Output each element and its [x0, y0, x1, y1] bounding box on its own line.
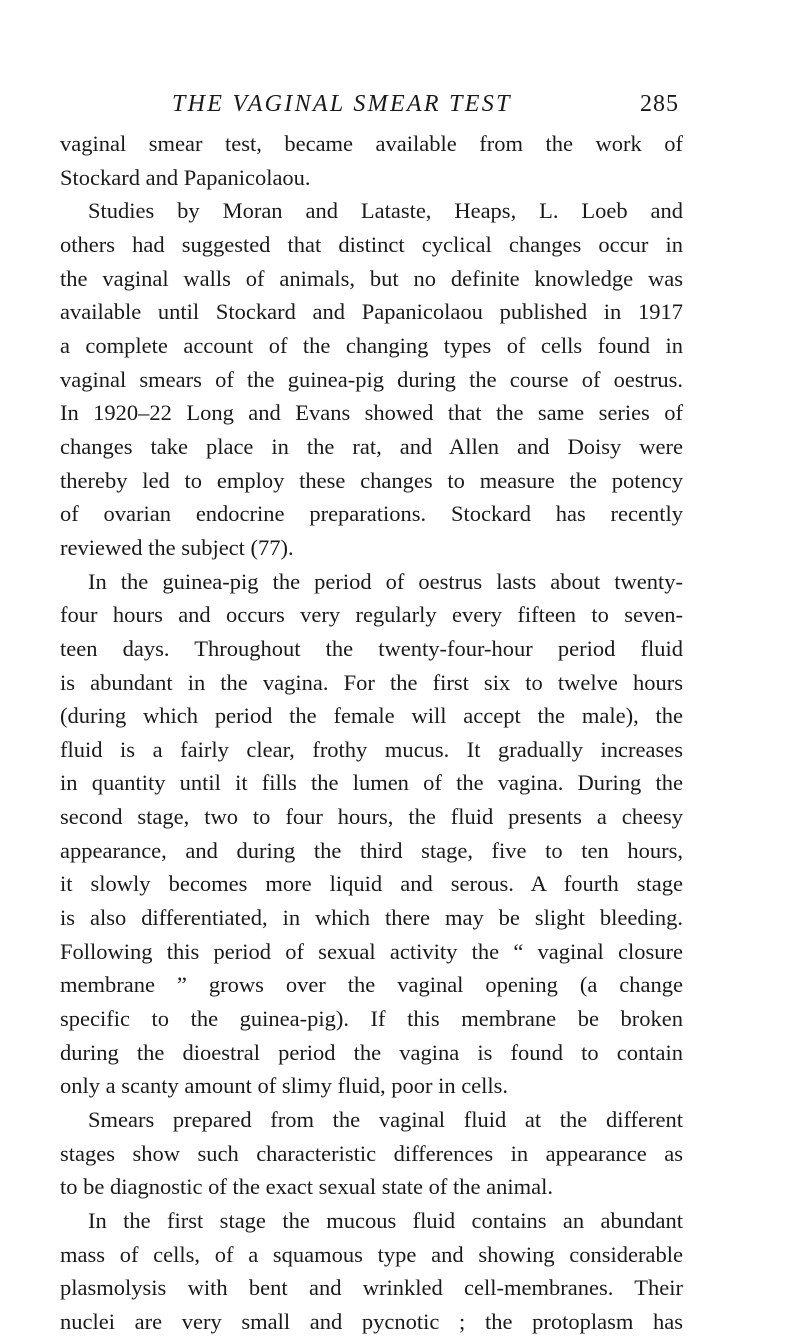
paragraph	[60, 194, 683, 564]
text-line: it slowly becomes more liquid and serous. A fourth stage	[60, 871, 683, 897]
text-line: a complete account of the changing types of cells found in	[60, 332, 683, 358]
text-line: specific to the guinea-pig). If this membrane be broken	[60, 1006, 683, 1032]
body-text	[60, 127, 683, 1339]
text-line: fluid is a fairly clear, frothy mucus. It gradually increases	[60, 736, 683, 762]
text-line: In 1920–22 Long and Evans showed that the same series of	[60, 400, 683, 426]
text-line: (during which period the female will accept the male), the	[60, 703, 683, 729]
text-line: only a scanty amount of slimy fluid, poor in cells.	[60, 1073, 509, 1099]
text-line: during the dioestral period the vagina is found to contain	[60, 1039, 683, 1065]
text-line: reviewed the subject (77).	[60, 534, 294, 560]
text-line: teen days. Throughout the twenty-four-hour period fluid	[60, 635, 683, 661]
paragraph	[60, 565, 683, 1104]
text-line: is also differentiated, in which there may be slight bleeding.	[60, 905, 683, 931]
text-line: to be diagnostic of the exact sexual state of the animal.	[60, 1174, 553, 1200]
text-line: four hours and occurs very regularly every fifteen to seven-	[60, 602, 683, 628]
text-line: Following this period of sexual activity the “ vaginal closure	[60, 938, 683, 964]
paragraph	[60, 127, 683, 194]
text-line: stages show such characteristic differences in appearance as	[60, 1140, 683, 1166]
text-line: In the guinea-pig the period of oestrus lasts about twenty-	[88, 568, 683, 594]
text-line: Smears prepared from the vaginal fluid at the different	[88, 1107, 683, 1133]
text-line: In the first stage the mucous fluid contains an abundant	[88, 1208, 683, 1233]
text-line: mass of cells, of a squamous type and showing considerable	[60, 1241, 683, 1267]
text-line: thereby led to employ these changes to measure the potency	[60, 467, 683, 493]
text-line: others had suggested that distinct cyclical changes occur in	[60, 231, 683, 257]
text-line: nuclei are very small and pycnotic ; the protoplasm has	[60, 1308, 683, 1334]
text-line: Studies by Moran and Lataste, Heaps, L. Loeb and	[88, 198, 683, 224]
text-line: plasmolysis with bent and wrinkled cell-membranes. Their	[60, 1275, 683, 1301]
text-line: second stage, two to four hours, the fluid presents a cheesy	[60, 804, 683, 830]
page-number: 285	[640, 91, 679, 117]
text-line: the vaginal walls of animals, but no definite knowledge was	[60, 265, 683, 291]
text-line: vaginal smear test, became available from the work of	[60, 131, 683, 156]
text-line: Stockard and Papanicolaou.	[60, 164, 311, 190]
text-line: changes take place in the rat, and Allen and Doisy were	[60, 433, 683, 459]
text-line: of ovarian endocrine preparations. Stockard has recently	[60, 501, 683, 527]
text-line: available until Stockard and Papanicolaou published in 1917	[60, 299, 683, 325]
text-line: appearance, and during the third stage, five to ten hours,	[60, 837, 683, 863]
running-title: THE VAGINAL SMEAR TEST	[172, 91, 512, 117]
text-line: in quantity until it fills the lumen of the vagina. During the	[60, 770, 683, 796]
text-line: vaginal smears of the guinea-pig during the course of oestrus.	[60, 366, 683, 392]
paragraph	[60, 1103, 683, 1204]
text-line: membrane ” grows over the vaginal opening (a change	[60, 972, 683, 998]
text-line: is abundant in the vagina. For the first six to twelve hours	[60, 669, 683, 695]
paragraph	[60, 1204, 683, 1339]
